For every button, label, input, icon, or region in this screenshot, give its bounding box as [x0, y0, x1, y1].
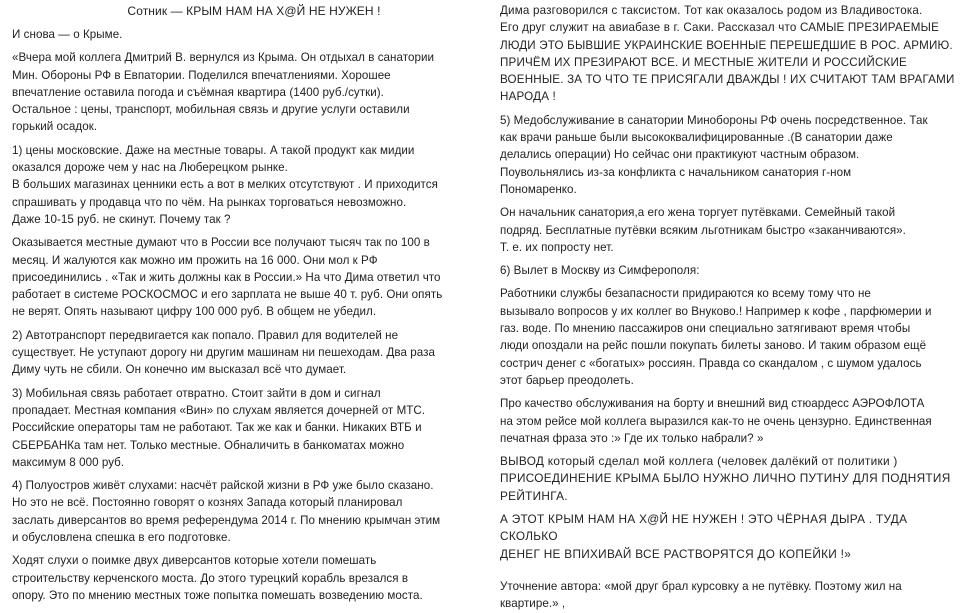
left-column: [0, 0, 484, 602]
paragraph-salaries: Оказывается местные думают что в России все получают тысяч так по 100 в месяц. И жалуются как можно им прожить на 16 000. Они мол к РФ присоединились . «Так и жить должны как в России.» На что Дима ответил что работает в системе РОСКОСМОС и его зарплата не выше 40 т. руб. Они опять не верят. Опять называют цифру 100 000 руб. В общем не убедил.: [12, 236, 443, 319]
paragraph-medical: 5) Медобслуживание в санатории Минобороны РФ очень посредственное. Так как врачи раньше были высококвалифицированные .(В санатории даже делались операции) Но сейчас они практикуют частным образом. Поувольнялись из-за конфликта с начальником санатория г-ном Пономаренко.: [500, 113, 928, 196]
paragraph-mobile: 3) Мобильная связь работает отвратно. Стоит зайти в дом и сигнал пропадает. Местная компания «Вин» по слухам является дочерней от МТС. Российские операторы там не работают. Так же как и банки. Никаких ВТБ и СБЕРБАНКа там нет. Только местные. Обналичить в банкоматах можно максимум 8 000 руб.: [12, 386, 426, 469]
spacer: [500, 569, 964, 578]
paragraph-saboteurs: Ходят слухи о поимке двух диверсантов которые хотели помешать строительству керченского моста. До этого турецкий корабль врезался в опору. Это по мнению местных тоже попытка помешать возведению моста.: [12, 554, 423, 602]
page-title: Сотник — КРЫМ НАМ НА Х@Й НЕ НУЖЕН !: [127, 4, 381, 18]
paragraph-black-hole: А ЭТОТ КРЫМ НАМ НА Х@Й НЕ НУЖЕН ! ЭТО ЧЁРНАЯ ДЫРА . ТУДА СКОЛЬКО ДЕНЕГ НЕ ВПИХИВАЙ ВСЕ РАСТВОРЯТСЯ ДО КОПЕЙКИ !»: [500, 512, 908, 561]
paragraph-story-intro: «Вчера мой коллега Дмитрий В. вернулся из Крыма. Он отдыхал в санатории Мин. Обороны РФ в Евпатории. Поделился впечатлениями. Хорошее впечатление оставила погода и съёмная квартира (1400 руб./сутки). Остальное : цены, транспорт, мобильная связь и другие услуги оставили горький осадок.: [12, 51, 435, 134]
paragraph-author-note: Уточнение автора: «мой друг брал курсовку а не путёвку. Поэтому жил на квартире.» ,: [500, 579, 902, 611]
right-column: [484, 0, 968, 611]
paragraph-taxi: Дима разговорился с таксистом. Тот как оказалось родом из Владивостока. Его друг служит на авиабазе в г. Саки. Рассказал что САМЫЕ ПРЕЗИРАЕМЫЕ ЛЮДИ ЭТО БЫВШИЕ УКРАИНСКИЕ ВОЕННЫЕ ПЕРЕШЕДШИЕ В РОС. АРМИЮ. ПРИЧЁМ ИХ ПРЕЗИРАЮТ ВСЕ. И МЕСТНЫЕ ЖИТЕЛИ И РОССИЙСКИЕ ВОЕННЫЕ. ЗА ТО ЧТО ТЕ ПРИСЯГАЛИ ДВАЖДЫ ! ИХ СЧИТАЮТ ТАМ ВРАГАМИ НАРОДА !: [500, 4, 955, 104]
paragraph-transport: 2) Автотранспорт передвигается как попало. Правил для водителей не существует. Не уступают дорогу ни другим машинам ни пешеходам. Два раза Диму чуть не сбили. Он конечно им высказал всё что думает.: [12, 328, 435, 377]
paragraph-prices: 1) цены московские. Даже на местные товары. А такой продукт как мидии оказался дороже чем у нас на Люберецком рынке. В больших магазинах ценники есть а вот в мелких отсутствуют . И приходится спрашивать у продавца что по чём. На рынках торговаться невозможно. Даже 10-15 руб. не скинут. Почему так ?: [12, 143, 438, 226]
paragraph-conclusion: ВЫВОД который сделал мой коллега (человек далёкий от политики ) ПРИСОЕДИНЕНИЕ КРЫМА БЫЛО НУЖНО ЛИЧНО ПУТИНУ ДЛЯ ПОДНЯТИЯ РЕЙТИНГА.: [500, 454, 951, 503]
paragraph-director: Он начальник санатория,а его жена торгует путёвками. Семейный такой подряд. Бесплатные путёвки всяким льготникам быстро «заканчиваются». Т. е. их попросту нет.: [500, 206, 906, 254]
paragraph-security: Работники службы безапасности придираются ко всему тому что не вызывало вопросов у их коллег во Внуково.! Например к кофе , парфюмерии и газ. воде. По мнению пассажиров они специально затягивают время чтобы люди опоздали на рейс пошли покупать билеты заново. И таким образом ещё сострич денег с «богатых» россиян. Правда со скандалом , с шумом удалось этот барьер преодолеть.: [500, 287, 932, 387]
intro-line: И снова — о Крыме.: [12, 28, 123, 41]
paragraph-rumors: 4) Полуостров живёт слухами: насчёт райской жизни в РФ уже было сказано. Но это не всё. Постоянно говорят о кознях Запада который планировал заслать диверсантов во время референдума 2014 г. По мнению крымчан этим и обусловлена спешка в его подготовке.: [12, 479, 441, 545]
paragraph-departure-heading: 6) Вылет в Москву из Симферополя:: [500, 264, 700, 278]
paragraph-aeroflot: Про качество обслуживания на борту и внешний вид стюардесс АЭРОФЛОТА на этом рейсе мой коллега выразился как-то не очень цензурно. Единственная печатная фраза это :» Где их только набрали? »: [500, 397, 932, 445]
